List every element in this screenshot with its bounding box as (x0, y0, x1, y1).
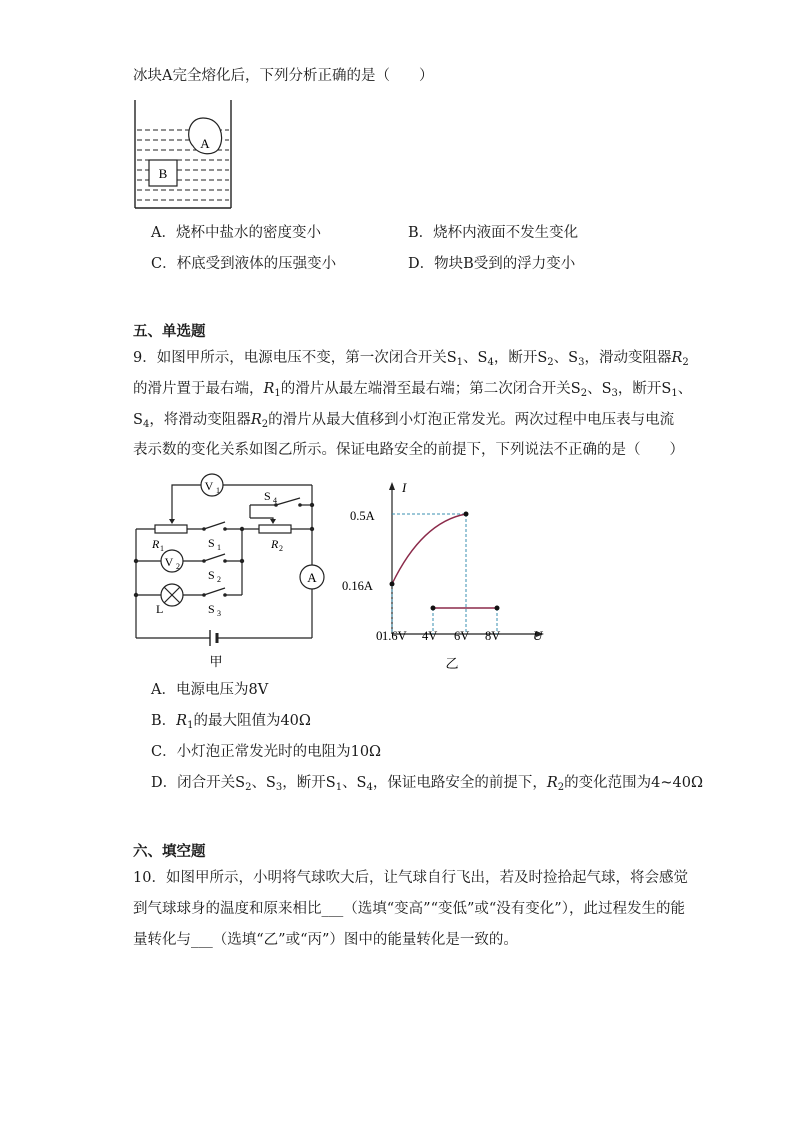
r2-label: R (271, 537, 279, 551)
r1-label: R (152, 537, 160, 551)
s4-label: S (264, 489, 271, 503)
graph-caption: 乙 (445, 656, 459, 671)
q10-line1: 10．如图甲所示，小明将气球吹大后，让气球自行飞出，若及时捡拾起气球，将会感觉 (133, 870, 688, 886)
x-tick-8v: 8V (485, 629, 501, 643)
circuit-caption: 甲 (209, 654, 223, 669)
point-1-6v (390, 582, 395, 587)
resistor-r1 (155, 525, 187, 533)
q9-option-a[interactable]: A．电源电压为8V (151, 682, 269, 698)
q9-stem-line4: 表示数的变化关系如图乙所示。保证电路安全的前提下，下列说法不正确的是（ ） (133, 442, 684, 458)
q9-stem-line3: $S_4$，将滑动变阻器$R_2$的滑片从最大值移到小灯泡正常发光。两次过程中电压表与电流 (133, 412, 675, 430)
v1-label: V (204, 479, 214, 493)
r2-sub: 2 (279, 544, 283, 553)
ammeter-label: A (307, 570, 317, 585)
q8-option-a[interactable]: A．烧杯中盐水的密度变小 (151, 225, 321, 241)
q9-option-d[interactable]: D．闭合开关$S_2$、$S_3$，断开$S_1$、$S_4$，保证电路安全的前提下，$R_2$的变化范围为4~40Ω (151, 775, 704, 793)
v2-label: V (164, 555, 174, 569)
q8-option-c[interactable]: C．杯底受到液体的压强变小 (151, 256, 337, 272)
v1-sub: 1 (216, 486, 220, 495)
v2-sub: 2 (176, 562, 180, 571)
x-tick-6v: 6V (454, 629, 470, 643)
x-tick-1-6v: 1.6V (382, 629, 407, 643)
y-tick-0-16a: 0.16A (342, 579, 373, 593)
s3-sub: 3 (217, 609, 221, 618)
q9-circuit-diagram (128, 470, 333, 670)
q9-stem-line1: 9．如图甲所示，电源电压不变，第一次闭合开关$S_1$、$S_4$，断开$S_2$、$S_3$，滑动变阻器$R_2$ (133, 350, 689, 368)
resistor-r2 (259, 525, 291, 533)
s1-sub: 1 (217, 543, 221, 552)
x-tick-4v: 4V (422, 629, 438, 643)
q10-line2: 到气球球身的温度和原来相比___（选填“变高”“变低”或“没有变化”），此过程发生的能 (133, 901, 685, 917)
lamp-label: L (156, 602, 164, 616)
origin-label: 0 (376, 628, 383, 643)
q9-stem-line2: 的滑片置于最右端，$R_1$的滑片从最左端滑至最右端；第二次闭合开关$S_2$、$S_3$，断开$S_1$、 (133, 381, 693, 399)
block-label-b: B (158, 166, 168, 181)
ice-label-a: A (200, 136, 210, 151)
s1-label: S (208, 536, 215, 550)
series-curve (392, 514, 466, 584)
q8-stem: 冰块A完全熔化后，下列分析正确的是（ ） (133, 68, 434, 84)
y-tick-0-5a: 0.5A (350, 509, 375, 523)
section-five-title: 五、单选题 (133, 323, 206, 340)
s2-label: S (208, 568, 215, 582)
point-8v (495, 606, 500, 611)
q10-line3: 量转化与___（选填“乙”或“丙”）图中的能量转化是一致的。 (133, 932, 518, 948)
s3-label: S (208, 602, 215, 616)
q8-beaker-figure (133, 98, 233, 210)
q8-option-b[interactable]: B．烧杯内液面不发生变化 (408, 225, 579, 241)
q9-option-c[interactable]: C．小灯泡正常发光时的电阻为10Ω (151, 744, 382, 760)
section-six-title: 六、填空题 (133, 843, 206, 860)
r1-sub: 1 (160, 544, 164, 553)
point-6v (464, 512, 469, 517)
x-axis-label: U (533, 628, 543, 643)
q8-option-d[interactable]: D．物块B受到的浮力变小 (408, 256, 576, 272)
y-axis-label: I (402, 480, 407, 495)
q9-option-b[interactable]: B．$R_1$的最大阻值为40Ω (151, 713, 311, 731)
s4-sub: 4 (273, 496, 277, 505)
s2-sub: 2 (217, 575, 221, 584)
point-4v (431, 606, 436, 611)
q9-iu-graph (340, 478, 560, 674)
